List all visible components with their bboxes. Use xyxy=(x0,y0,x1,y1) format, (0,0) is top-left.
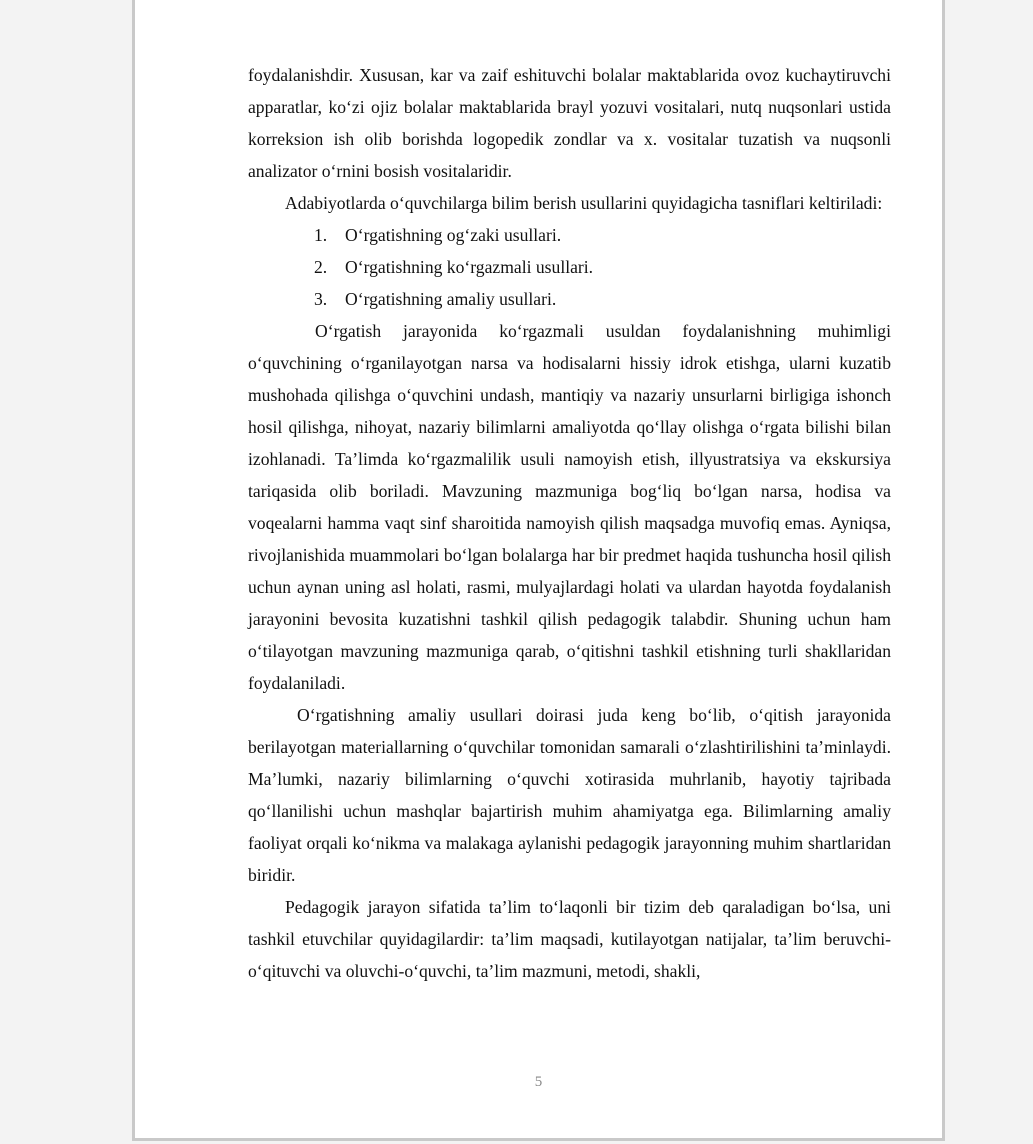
list-item xyxy=(248,283,891,315)
paragraph-5: Pedagogik jarayon sifatida ta’lim to‘laqonli bir tizim deb qaraladigan bo‘lsa, uni tashkil etuvchilar quyidagilardir: ta’lim maqsadi, kutilayotgan natijalar, ta’lim beruvchi-o‘qituvchi va oluvchi-o‘quvchi, ta’lim mazmuni, metodi, shakli, xyxy=(248,897,891,981)
paragraph-2: Adabiyotlarda o‘quvchilarga bilim berish usullarini quyidagicha tasniflari keltiriladi: xyxy=(285,193,883,213)
list-item-text: O‘rgatishning og‘zaki usullari. xyxy=(345,225,562,245)
paragraph-1: foydalanishdir. Xususan, kar va zaif eshituvchi bolalar maktablarida ovoz kuchaytiruvchi apparatlar, ko‘zi ojiz bolalar maktablarida brayl yozuvi vositalari, nutq nuqsonlari ustida korreksion ish olib borishda logopedik zondlar va x. vositalar tuzatish va nuqsonli analizator o‘rnini bosish vositalaridir. xyxy=(248,65,891,181)
page-number: 5 xyxy=(534,1074,543,1090)
list-item xyxy=(248,219,891,251)
numbered-list xyxy=(248,219,891,315)
list-number: 2. xyxy=(314,257,328,277)
list-item xyxy=(248,251,891,283)
paragraph-3: O‘rgatish jarayonida ko‘rgazmali usuldan foydalanishning muhimligi o‘quvchining o‘rganilayotgan narsa va hodisalarni hissiy idrok etishga, ularni kuzatib mushohada qilishga o‘quvchini undash, mantiqiy va nazariy unsurlarni birligiga ishonch hosil qilishga, nihoyat, nazariy bilimlarni amaliyotda qo‘llay olishga o‘rgata bilishi bilan izohlanadi. Ta’limda ko‘rgazmalilik usuli namoyish etish, illyustratsiya va ekskursiya tariqasida olib boriladi. Mavzuning mazmuniga bog‘liq bo‘lgan narsa, hodisa va voqealarni hamma vaqt sinf sharoitida namoyish qilish maqsadga muvofiq emas. Ayniqsa, rivojlanishida muammolari bo‘lgan bolalarga har bir predmet haqida tushuncha hosil qilish uchun aynan uning asl holati, rasmi, mulyajlardagi holati va ulardan hayotda foydalanish jarayonini bevosita kuzatishni tashkil qilish pedagogik talabdir. Shuning uchun ham o‘tilayotgan mavzuning mazmuniga qarab, o‘qitishni tashkil etishning turli shakllaridan foydalaniladi. xyxy=(248,321,891,693)
list-item-text: O‘rgatishning amaliy usullari. xyxy=(345,289,557,309)
list-item-text: O‘rgatishning ko‘rgazmali usullari. xyxy=(345,257,594,277)
paragraph-4: O‘rgatishning amaliy usullari doirasi juda keng bo‘lib, o‘qitish jarayonida berilayotgan materiallarning o‘quvchilar tomonidan samarali o‘zlashtirilishini ta’minlaydi. Ma’lumki, nazariy bilimlarning o‘quvchi xotirasida muhrlanib, hayotiy tajribada qo‘llanilishi uchun mashqlar bajartirish muhim ahamiyatga ega. Bilimlarning amaliy faoliyat orqali ko‘nikma va malakaga aylanishi pedagogik jarayonning muhim shartlaridan biridir. xyxy=(248,705,891,885)
list-number: 3. xyxy=(314,289,328,309)
document-page xyxy=(132,0,945,1141)
page-body xyxy=(248,59,891,987)
list-number: 1. xyxy=(314,225,328,245)
